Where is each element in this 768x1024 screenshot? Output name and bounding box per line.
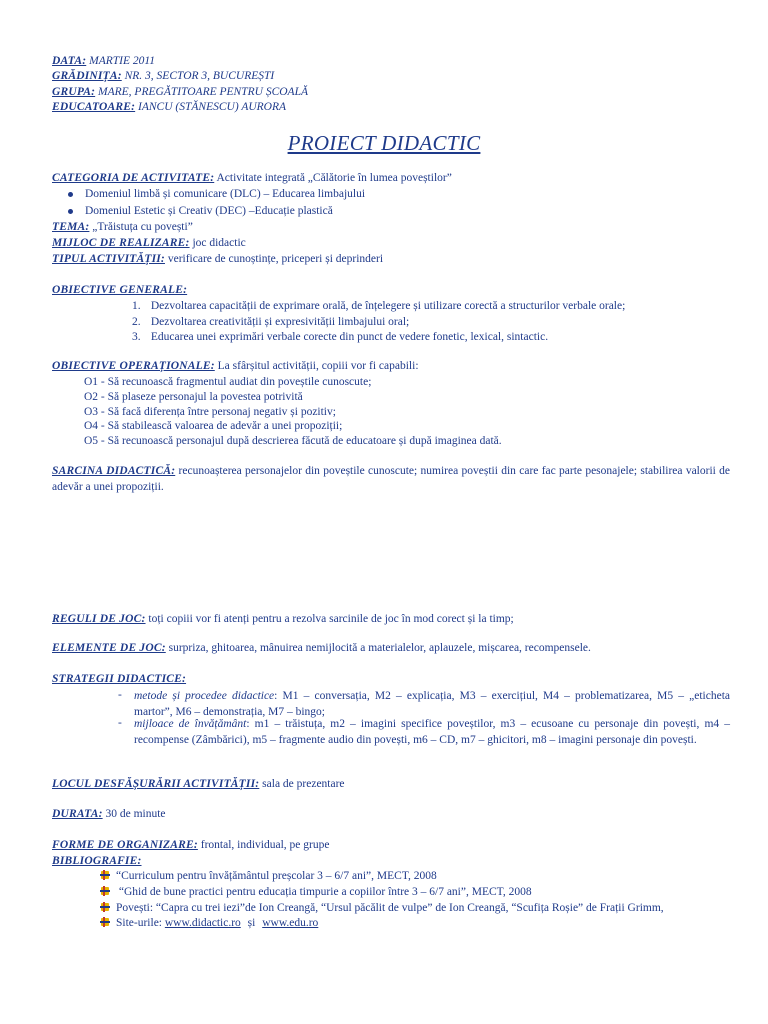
list-item: O4 - Să stabilească valoarea de adevăr a unei propoziții; bbox=[84, 420, 343, 432]
categoria-value: Activitate integrată „Călătorie în lumea poveștilor” bbox=[216, 172, 452, 184]
elemente-line: ELEMENTE DE JOC: surpriza, ghitoarea, mânuirea nemijlocită a materialelor, aplauzele, mișcarea, recompensele. bbox=[52, 642, 591, 654]
mijloc-value: joc didactic bbox=[192, 237, 246, 249]
list-item: O2 - Să plaseze personajul la povestea potrivită bbox=[84, 391, 303, 403]
link-edu[interactable]: www.edu.ro bbox=[262, 917, 319, 929]
bibliografie-heading: BIBLIOGRAFIE: bbox=[52, 855, 142, 867]
tipul-value: verificare de cunoștințe, priceperi și deprinderi bbox=[167, 253, 384, 265]
list-item: 3. Educarea unei exprimări verbale corecte din punct de vedere fonetic, lexical, sintactic. bbox=[132, 331, 549, 343]
list-item: “Ghid de bune practici pentru educația timpurie a copiilor între 3 – 6/7 ani”, MECT, 2008 bbox=[100, 885, 532, 899]
gradinita-value: NR. 3, SECTOR 3, BUCUREȘTI bbox=[124, 70, 275, 82]
list-item: Povești: “Capra cu trei iezi”de Ion Creangă, “Ursul păcălit de vulpe” de Ion Creangă, “Scufița Roșie” de Frații Grimm, bbox=[100, 901, 664, 915]
sarcina-value: recunoașterea personajelor din poveștile cunoscute; numirea poveștii din care fac parte pesonajele; stabilirea valorii de adevăr a unei propoziții. bbox=[52, 465, 731, 493]
grupa-value: MARE, PREGĂTITOARE PENTRU ȘCOALĂ bbox=[98, 86, 308, 98]
tipul-label: TIPUL ACTIVITĂȚII: bbox=[52, 253, 165, 265]
data-value: MARTIE 2011 bbox=[89, 55, 156, 67]
categoria-line bbox=[52, 171, 452, 185]
strategii-metode: metode și procedee didactice: M1 – conversația, M2 – explicația, M3 – exercițiul, M4 – problematizarea, M5 – „eticheta martor”, M6 – demonstrația, M7 – bingo; bbox=[134, 690, 730, 718]
list-item: 1. Dezvoltarea capacității de exprimare orală, de înțelegere și utilizare corectă a structurilor verbale orale; bbox=[132, 300, 626, 312]
educatoare-label: EDUCATOARE: bbox=[52, 101, 136, 113]
gradinita-label: GRĂDINIȚA: bbox=[52, 70, 122, 82]
bullet-icon bbox=[68, 192, 73, 197]
header-data bbox=[52, 54, 155, 68]
header-educatoare bbox=[52, 100, 286, 114]
strategii-mijloace: mijloace de învățământ: m1 – trăistuța, m2 – imagini specifice poveștilor, m3 – ecusoane cu personaje din povești, m4 – recompense (Zâmbărici), m5 – fragmente audio din povești, m6 – CD, m7 – ghicitori, m8 – imagini personaje din povești. bbox=[134, 718, 730, 746]
strategii-heading: STRATEGII DIDACTICE: bbox=[52, 673, 187, 685]
mijloc-line bbox=[52, 236, 246, 250]
domain-item: Domeniul limbă și comunicare (DLC) – Educarea limbajului bbox=[68, 187, 365, 201]
durata-line: DURATA: 30 de minute bbox=[52, 808, 166, 820]
obiective-generale-heading: OBIECTIVE GENERALE: bbox=[52, 284, 188, 296]
tipul-line bbox=[52, 252, 383, 266]
reguli-line: REGULI DE JOC: toți copiii vor fi atenți pentru a rezolva sarcinile de joc în mod corect și la timp; bbox=[52, 613, 514, 625]
list-item: O1 - Să recunoască fragmentul audiat din poveștile cunoscute; bbox=[84, 376, 372, 388]
book-icon bbox=[100, 870, 110, 880]
book-icon bbox=[100, 917, 110, 927]
locul-line: LOCUL DESFĂȘURĂRII ACTIVITĂȚII: sala de prezentare bbox=[52, 778, 345, 790]
book-icon bbox=[100, 886, 110, 896]
data-label: DATA: bbox=[52, 55, 87, 67]
domain-item: Domeniul Estetic și Creativ (DEC) –Educație plastică bbox=[68, 204, 333, 218]
list-item: “Curriculum pentru învățământul preșcolar 3 – 6/7 ani”, MECT, 2008 bbox=[100, 869, 437, 883]
tema-label: TEMA: bbox=[52, 221, 90, 233]
mijloc-label: MIJLOC DE REALIZARE: bbox=[52, 237, 190, 249]
book-icon bbox=[100, 902, 110, 912]
forme-line: FORME DE ORGANIZARE: frontal, individual, pe grupe bbox=[52, 839, 330, 851]
list-item: Site-urile: www.didactic.ro și www.edu.ro bbox=[100, 916, 318, 930]
obiective-operationale-heading: OBIECTIVE OPERAȚIONALE: La sfârșitul activității, copiii vor fi capabili: bbox=[52, 360, 419, 372]
dash-marker: - bbox=[118, 689, 122, 701]
tema-value: „Trăistuța cu povești” bbox=[92, 221, 193, 233]
link-didactic[interactable]: www.didactic.ro bbox=[164, 917, 241, 929]
header-gradinita bbox=[52, 69, 274, 83]
sarcina-label: SARCINA DIDACTICĂ: bbox=[52, 465, 176, 477]
dash-marker: - bbox=[118, 717, 122, 729]
educatoare-value: IANCU (STĂNESCU) AURORA bbox=[138, 101, 287, 113]
header-grupa bbox=[52, 85, 308, 99]
sarcina-paragraph bbox=[52, 463, 730, 495]
categoria-label: CATEGORIA DE ACTIVITATE: bbox=[52, 172, 215, 184]
tema-line bbox=[52, 220, 193, 234]
page-title: PROIECT DIDACTIC bbox=[287, 131, 481, 155]
list-item: 2. Dezvoltarea creativității și expresivității limbajului oral; bbox=[132, 316, 410, 328]
bullet-icon bbox=[68, 209, 73, 214]
list-item: O3 - Să facă diferența între personaj negativ și pozitiv; bbox=[84, 406, 336, 418]
list-item: O5 - Să recunoască personajul după descrierea făcută de educatoare și după imaginea dată. bbox=[84, 435, 502, 447]
grupa-label: GRUPA: bbox=[52, 86, 96, 98]
